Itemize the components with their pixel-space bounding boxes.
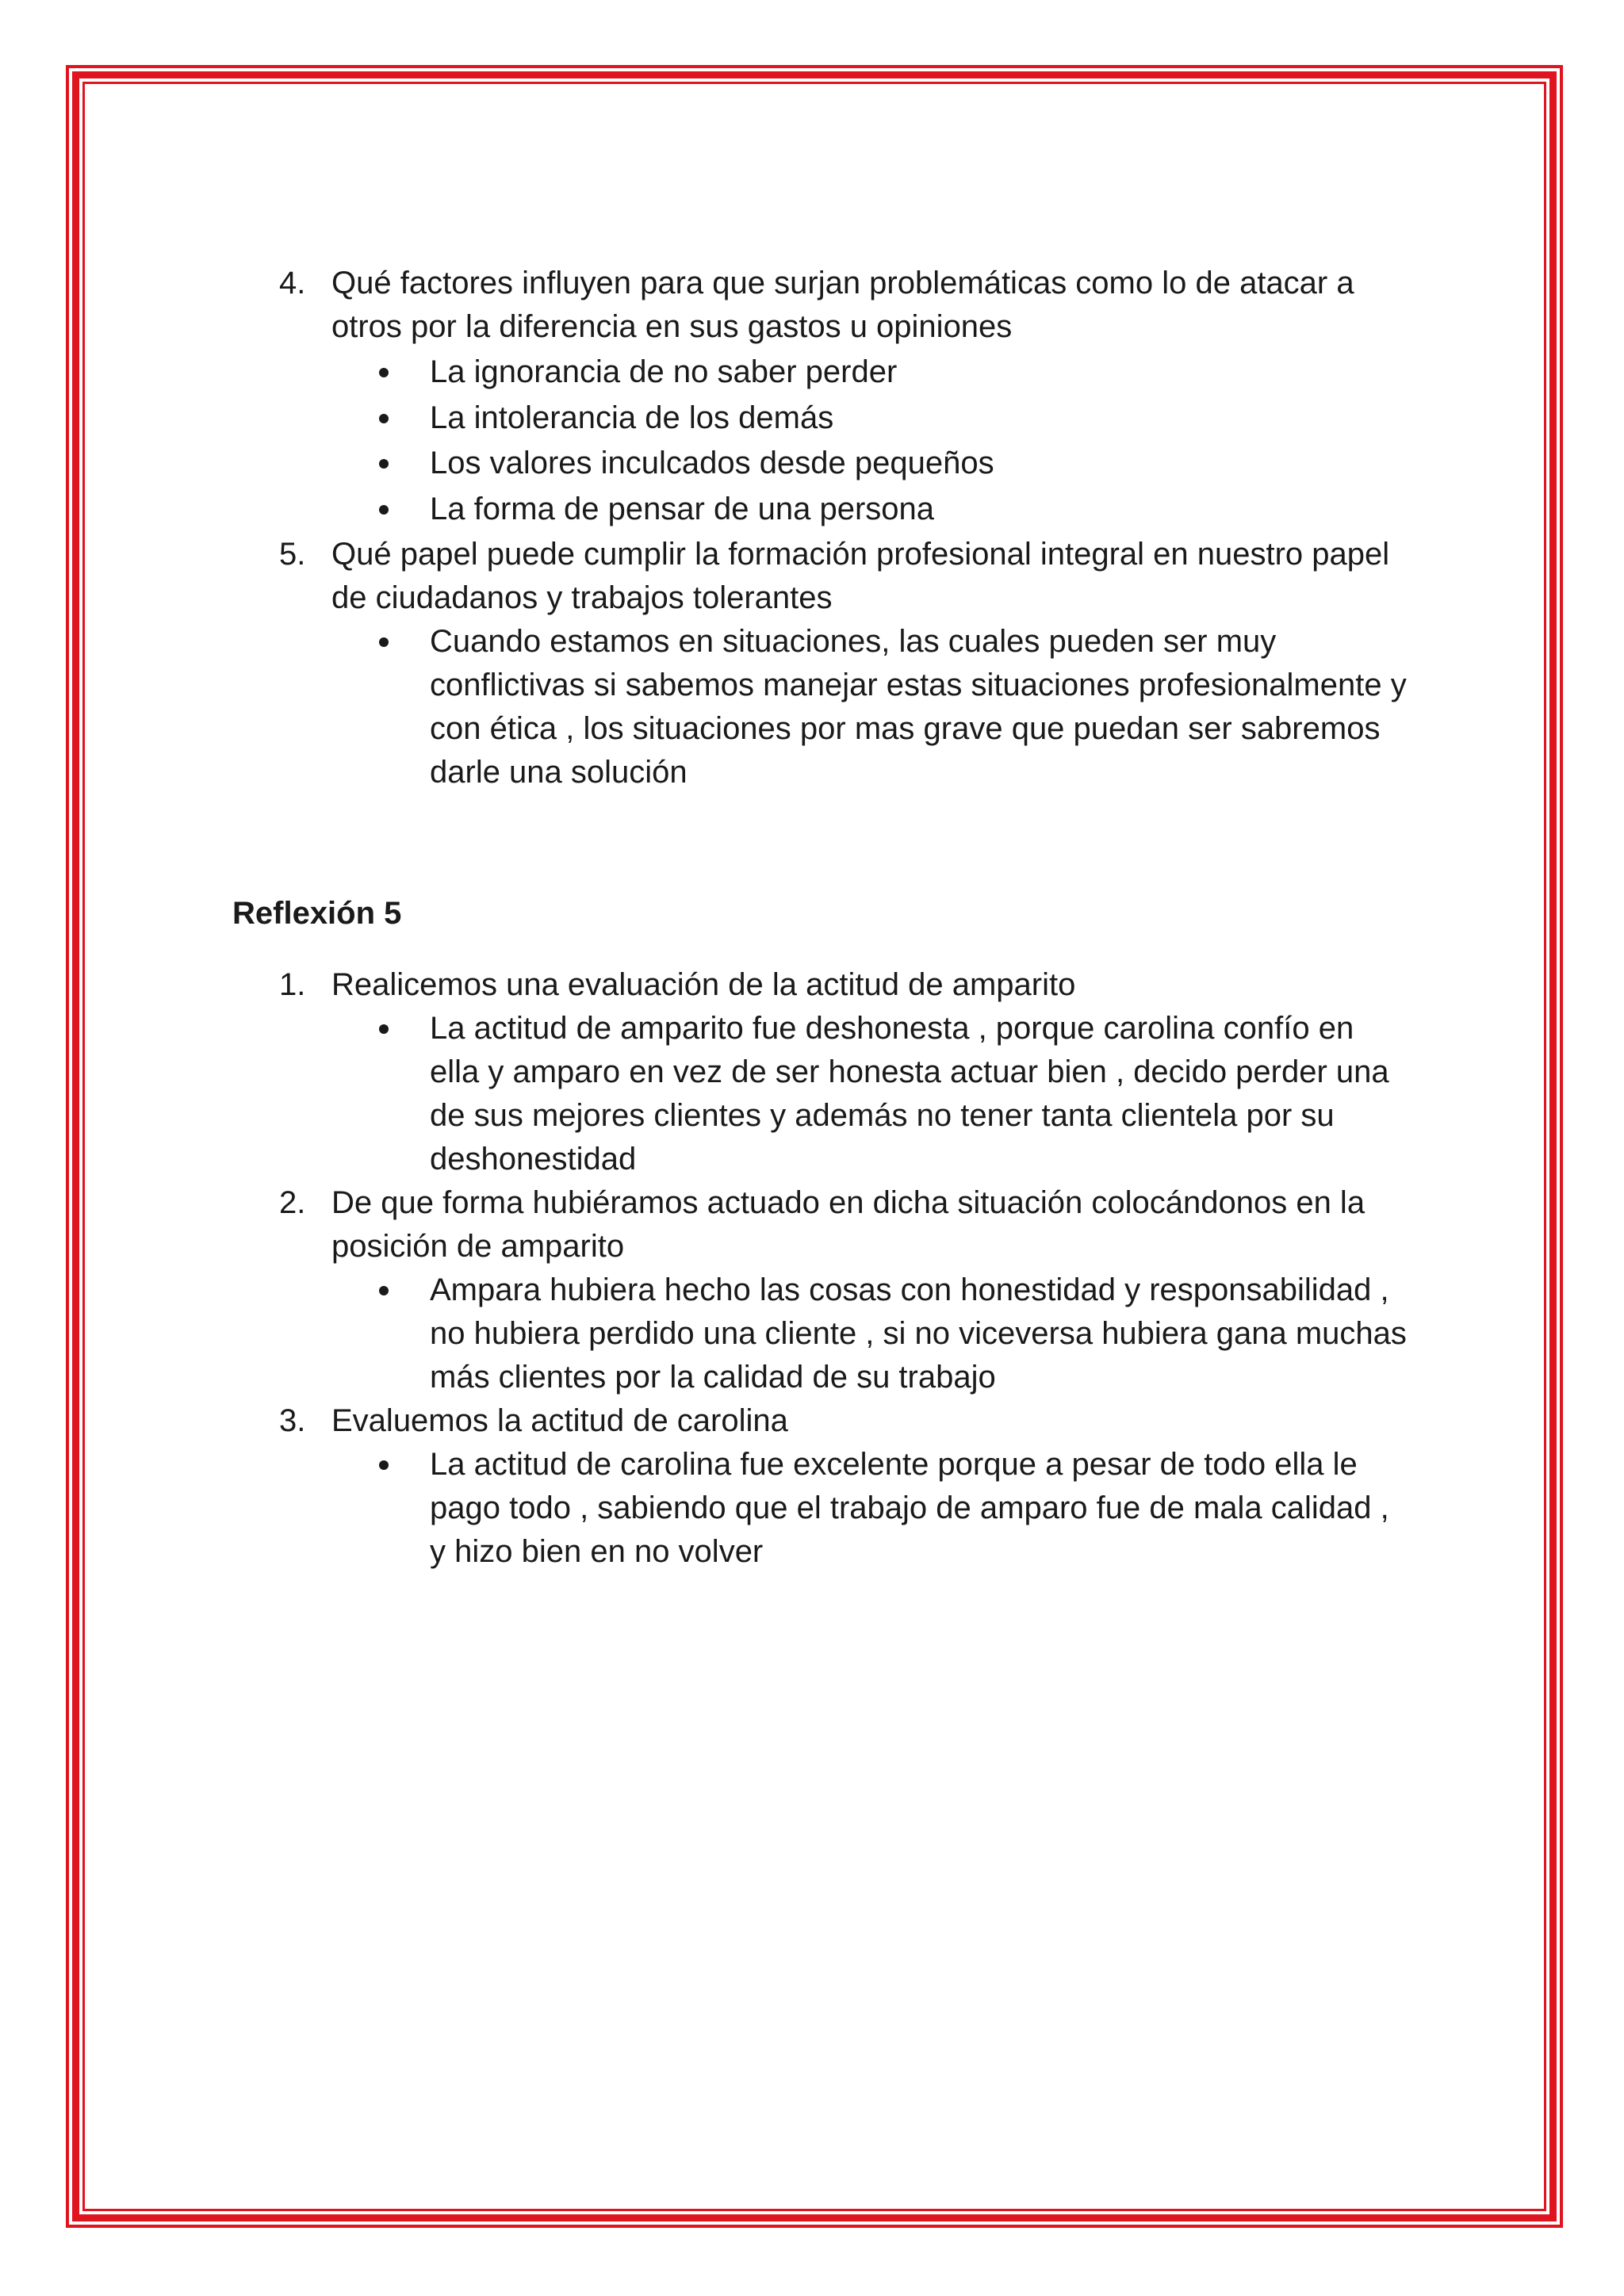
question-number: 5.: [279, 537, 306, 572]
question-4: [279, 262, 1421, 349]
list-item: [379, 442, 1410, 485]
bullet-icon: [379, 637, 389, 647]
bullet-text: La actitud de amparito fue deshonesta , porque carolina confío en ella y amparo en vez de ser honesta actuar bien , decido perder una de sus mejores clientes y además no tener tanta clientela por su deshonestidad: [430, 1011, 1389, 1177]
bullet-text: La actitud de carolina fue excelente porque a pesar de todo ella le pago todo , sabiendo que el trabajo de amparo fue de mala calidad , y hizo bien en no volver: [430, 1447, 1389, 1569]
list-item: [379, 1007, 1410, 1181]
bullet-icon: [379, 368, 389, 377]
question-text: Qué papel puede cumplir la formación profesional integral en nuestro papel de ciudadanos y trabajos tolerantes: [331, 537, 1390, 615]
section-heading: Reflexión 5: [232, 896, 402, 931]
question-text: De que forma hubiéramos actuado en dicha situación colocándonos en la posición de amparito: [331, 1185, 1365, 1264]
question-text: Realicemos una evaluación de la actitud de amparito: [331, 967, 1076, 1002]
bullet-text: Los valores inculcados desde pequeños: [430, 446, 994, 480]
question-5: [279, 533, 1421, 620]
question-1: [279, 963, 1421, 1007]
bullet-text: La intolerancia de los demás: [430, 400, 834, 435]
list-item: [379, 1269, 1410, 1399]
question-text: Evaluemos la actitud de carolina: [331, 1403, 788, 1438]
bullet-text: La forma de pensar de una persona: [430, 492, 934, 526]
bullet-icon: [379, 505, 389, 515]
bullet-text: Ampara hubiera hecho las cosas con honestidad y responsabilidad , no hubiera perdido una cliente , si no viceversa hubiera gana muchas más clientes por la calidad de su trabajo: [430, 1272, 1407, 1395]
bullet-icon: [379, 1024, 389, 1034]
question-number: 3.: [279, 1403, 306, 1438]
list-item: [379, 1443, 1410, 1574]
list-item: [379, 488, 1410, 531]
bullet-icon: [379, 414, 389, 423]
question-number: 4.: [279, 266, 306, 300]
bullet-text: Cuando estamos en situaciones, las cuales pueden ser muy conflictivas si sabemos manejar estas situaciones profesionalmente y con ética , los situaciones por mas grave que puedan ser sabremos darle una solución: [430, 624, 1407, 790]
bullet-icon: [379, 1460, 389, 1470]
question-3: [279, 1399, 1421, 1443]
list-item: [379, 350, 1410, 394]
bullet-icon: [379, 459, 389, 469]
question-number: 2.: [279, 1185, 306, 1220]
question-text: Qué factores influyen para que surjan problemáticas como lo de atacar a otros por la diferencia en sus gastos u opiniones: [331, 266, 1354, 344]
bullet-icon: [379, 1286, 389, 1295]
list-item: [379, 396, 1410, 440]
question-number: 1.: [279, 967, 306, 1002]
list-item: [379, 620, 1410, 794]
bullet-text: La ignorancia de no saber perder: [430, 354, 898, 389]
question-2: [279, 1181, 1421, 1269]
